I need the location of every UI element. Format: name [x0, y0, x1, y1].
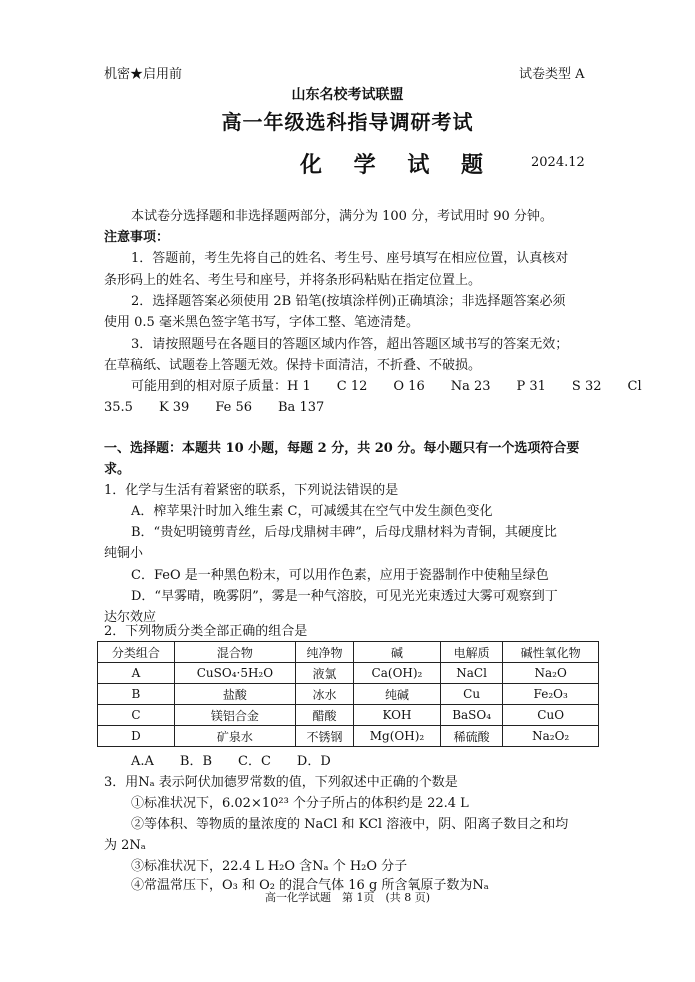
q3-item-1: ①标准状况下，6.02×10²³ 个分子所占的体积约是 22.4 L [131, 796, 469, 811]
intro-text: 本试卷分选择题和非选择题两部分，满分为 100 分，考试用时 90 分钟。 [131, 209, 553, 224]
table-header: 分类组合 [98, 642, 175, 663]
table-row [98, 726, 599, 747]
table-cell: A [98, 663, 175, 684]
q3-item-2-cont: 为 2Nₐ [104, 838, 146, 853]
table-cell: CuSO₄·5H₂O [174, 663, 295, 684]
note-line: 1．答题前，考生先将自己的姓名、考生号、座号填写在相应位置，认真核对 [131, 251, 569, 266]
q1-option-c: C．FeO 是一种黑色粉末，可以用作色素，应用于瓷器制作中使釉呈绿色 [131, 568, 549, 583]
table-row [98, 705, 599, 726]
organizer: 山东名校考试联盟 [291, 87, 404, 103]
atomic-mass-label: 可能用到的相对原子质量： [131, 379, 288, 394]
note-line: 使用 0.5 毫米黑色签字笔书写，字体工整、笔迹清楚。 [104, 315, 419, 330]
table-cell: 盐酸 [174, 684, 295, 705]
table-cell: NaCl [440, 663, 502, 684]
table-row [98, 663, 599, 684]
table-cell: CuO [503, 705, 599, 726]
q2-options: A.A B．B C．C D．D [131, 754, 331, 769]
note-line: 条形码上的姓名、考生号和座号，并将条形码粘贴在指定位置上。 [104, 273, 482, 288]
table-cell: 镁铝合金 [174, 705, 295, 726]
atomic-mass-values: H 1 C 12 O 16 Na 23 P 31 S 32 Cl [287, 379, 642, 394]
q1-option-a: A．榨苹果汁时加入维生素 C，可减缓其在空气中发生颜色变化 [131, 504, 493, 519]
atomic-mass-line [131, 378, 642, 396]
q1-stem: 1．化学与生活有着紧密的联系，下列说法错误的是 [104, 483, 399, 498]
notes-title: 注意事项： [104, 230, 170, 245]
q1-option-d: D．“早雾晴，晚雾阴”，雾是一种气溶胶，可见光光束透过大雾可观察到丁 [131, 589, 558, 604]
table-cell: 冰水 [296, 684, 354, 705]
note-line: 在草稿纸、试题卷上答题无效。保持卡面清洁，不折叠、不破损。 [104, 358, 482, 373]
table-cell: BaSO₄ [440, 705, 502, 726]
table-cell: 醋酸 [296, 705, 354, 726]
table-cell: 稀硫酸 [440, 726, 502, 747]
table-cell: 不锈钢 [296, 726, 354, 747]
table-header: 混合物 [174, 642, 295, 663]
table-cell: Na₂O₂ [503, 726, 599, 747]
q1-option-d-cont: 达尔效应 [104, 610, 157, 625]
classification-table [97, 641, 599, 747]
table-header: 纯净物 [296, 642, 354, 663]
note-line: 2．选择题答案必须使用 2B 铅笔(按填涂样例)正确填涂；非选择题答案必须 [131, 294, 566, 309]
note-line: 3．请按照题号在各题目的答题区域内作答，超出答题区域书写的答案无效； [131, 337, 569, 352]
section-heading: 一、选择题：本题共 10 小题，每题 2 分，共 20 分。每小题只有一个选项符合要 [104, 441, 580, 456]
table-header: 电解质 [440, 642, 502, 663]
table-cell: D [98, 726, 175, 747]
table-cell: 液氯 [296, 663, 354, 684]
q3-stem: 3．用Nₐ 表示阿伏加德罗常数的值，下列叙述中正确的个数是 [104, 775, 458, 790]
exam-title: 高一年级选科指导调研考试 [221, 110, 474, 134]
q2-stem: 2．下列物质分类全部正确的组合是 [104, 624, 308, 639]
table-cell: Ca(OH)₂ [354, 663, 441, 684]
table-cell: Cu [440, 684, 502, 705]
confidential-label: 机密★启用前 [104, 67, 183, 82]
q1-option-b: B．“贵妃明镜剪青丝，后母戊鼎树丰碑”，后母戊鼎材料为青铜，其硬度比 [131, 525, 557, 540]
table-cell: Fe₂O₃ [503, 684, 599, 705]
q3-item-3: ③标准状况下，22.4 L H₂O 含Nₐ 个 H₂O 分子 [131, 859, 408, 874]
table-cell: Na₂O [503, 663, 599, 684]
table-cell: 矿泉水 [174, 726, 295, 747]
q3-item-4: ④常温常压下，O₃ 和 O₂ 的混合气体 16 g 所含氧原子数为Nₐ [131, 878, 489, 893]
paper-type-label: 试卷类型 A [519, 67, 585, 82]
table-header-row [98, 642, 599, 663]
table-header: 碱性氧化物 [503, 642, 599, 663]
q1-option-b-cont: 纯铜小 [104, 546, 144, 561]
section-heading-cont: 求。 [104, 462, 131, 477]
atomic-mass-line-2: 35.5 K 39 Fe 56 Ba 137 [104, 400, 325, 415]
table-cell: KOH [354, 705, 441, 726]
table-row [98, 684, 599, 705]
table-cell: Mg(OH)₂ [354, 726, 441, 747]
subject-title: 化 学 试 题 [300, 152, 495, 178]
page-footer: 高一化学试题 第 1页 (共 8 页) [264, 891, 431, 904]
exam-date: 2024.12 [531, 155, 585, 170]
table-header: 碱 [354, 642, 441, 663]
q3-item-2: ②等体积、等物质的量浓度的 NaCl 和 KCl 溶液中，阴、阳离子数目之和均 [131, 817, 569, 832]
table-cell: B [98, 684, 175, 705]
table-cell: C [98, 705, 175, 726]
table-cell: 纯碱 [354, 684, 441, 705]
